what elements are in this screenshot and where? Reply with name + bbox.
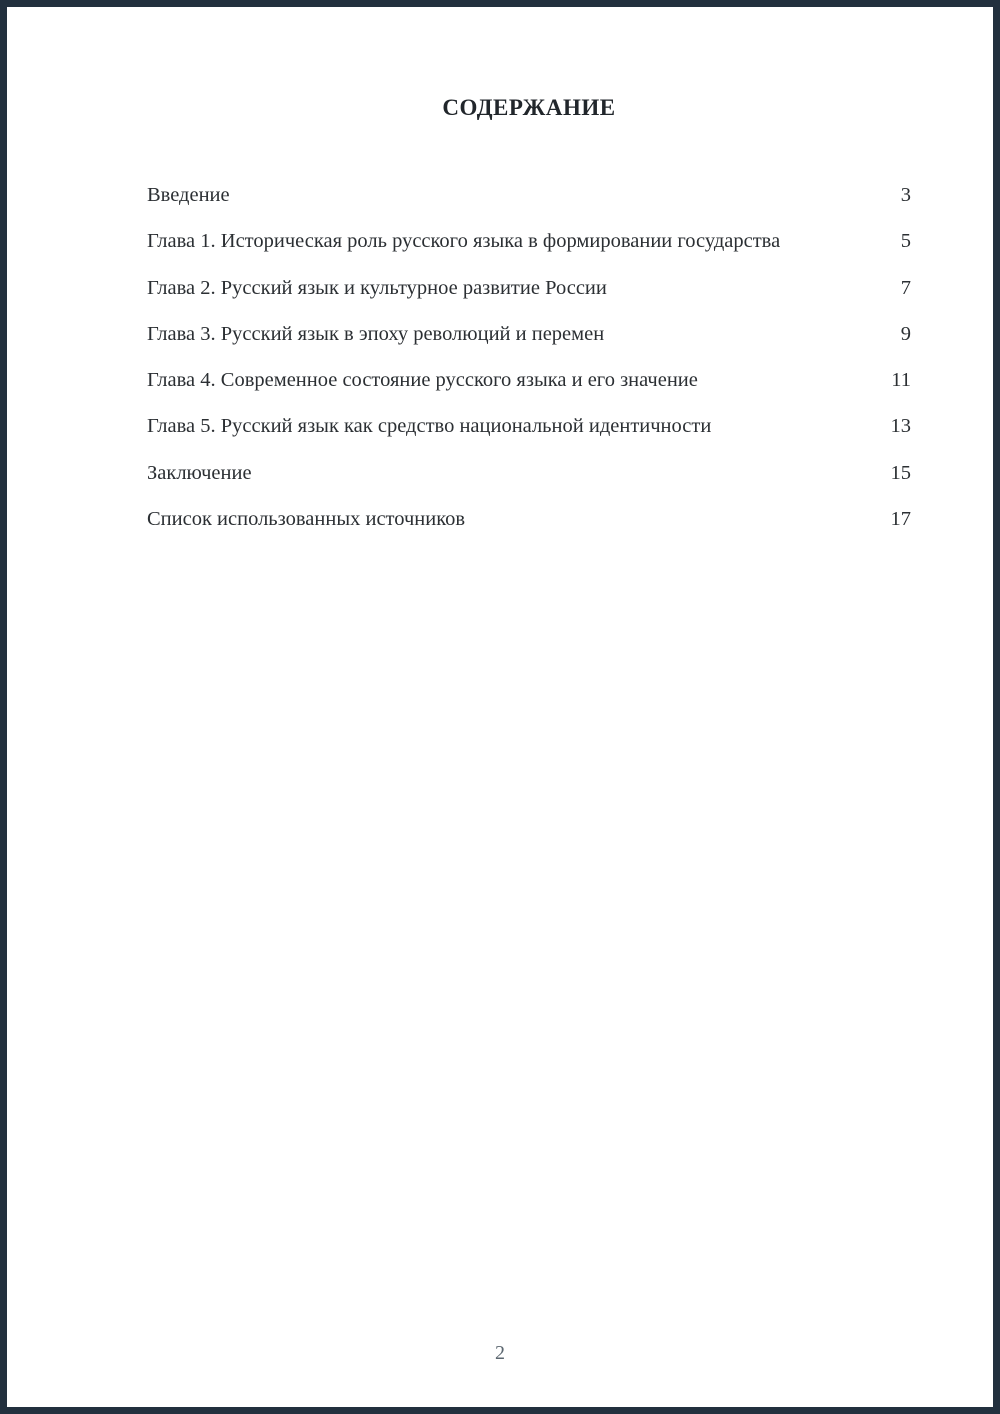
toc-entry-label: Глава 4. Современное состояние русского языка и его значение <box>147 369 698 392</box>
page-number: 2 <box>495 1342 505 1364</box>
toc-entry-page: 17 <box>890 508 911 531</box>
toc-entry <box>147 225 911 258</box>
toc-entry-label: Заключение <box>147 461 252 484</box>
toc-entry-label: Глава 5. Русский язык как средство национальной идентичности <box>147 415 712 438</box>
toc-entry-page: 9 <box>900 322 911 345</box>
toc-list <box>147 179 911 536</box>
page-title: СОДЕРЖАНИЕ <box>442 95 616 120</box>
page-content <box>7 7 993 536</box>
toc-entry-page: 11 <box>891 369 911 392</box>
toc-entry <box>147 179 911 212</box>
toc-entry-label: Введение <box>147 184 230 206</box>
toc-entry-page: 15 <box>890 461 911 484</box>
toc-entry <box>147 410 911 443</box>
toc-entry-page: 3 <box>900 184 911 206</box>
toc-entry <box>147 272 911 305</box>
toc-entry-page: 7 <box>900 276 911 299</box>
toc-entry-label: Список использованных источников <box>147 508 466 531</box>
toc-entry <box>147 503 911 536</box>
toc-entry <box>147 457 911 490</box>
toc-entry-label: Глава 3. Русский язык в эпоху революций и перемен <box>147 322 605 345</box>
toc-entry-label: Глава 2. Русский язык и культурное развитие России <box>147 276 607 299</box>
toc-entry <box>147 318 911 351</box>
toc-entry-page: 13 <box>890 415 911 438</box>
toc-entry-label: Глава 1. Историческая роль русского языка в формировании государства <box>147 230 781 253</box>
toc-entry <box>147 364 911 397</box>
toc-entry-page: 5 <box>900 230 911 253</box>
